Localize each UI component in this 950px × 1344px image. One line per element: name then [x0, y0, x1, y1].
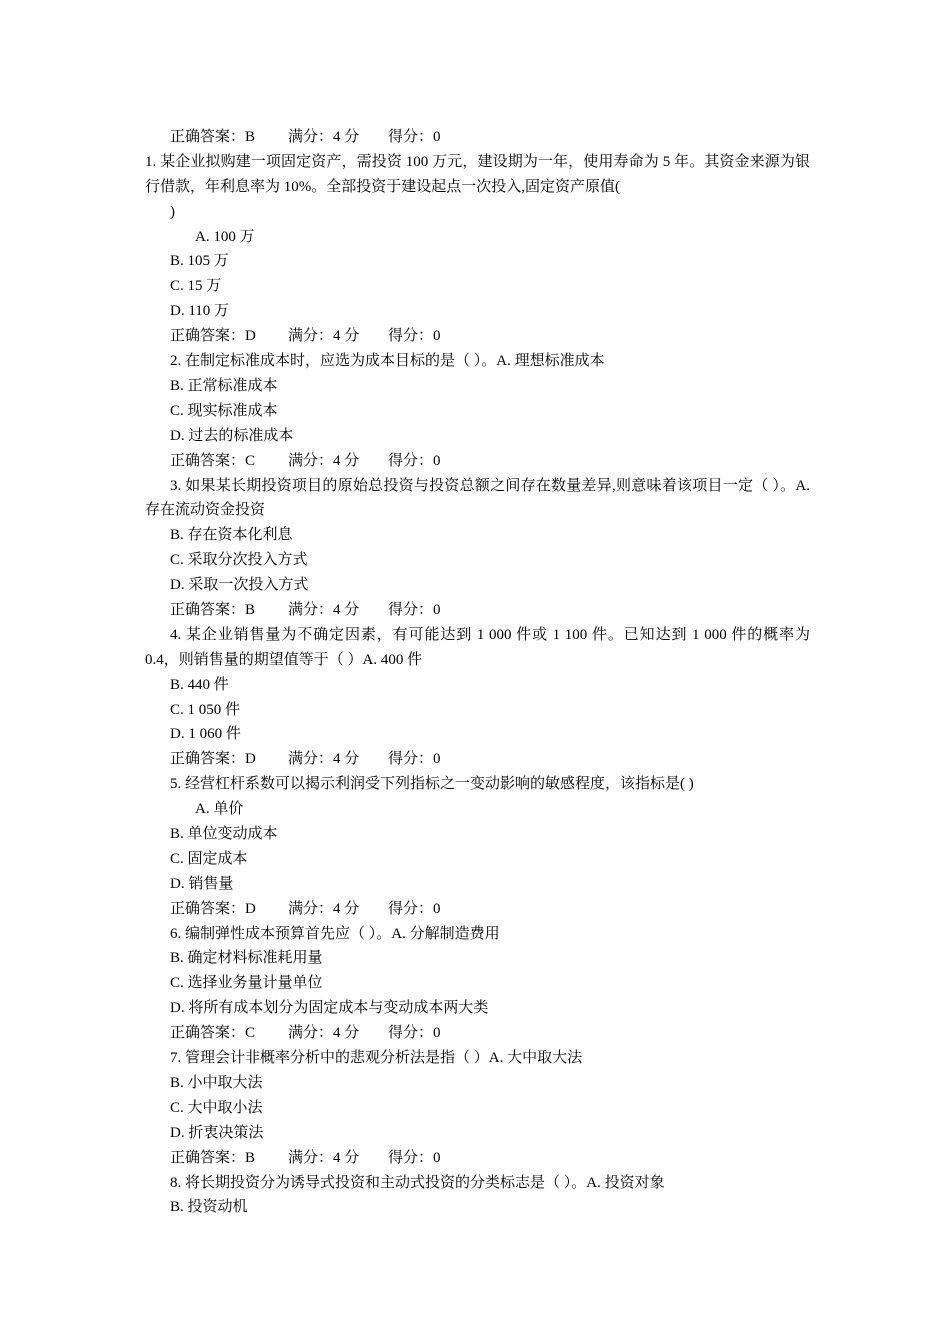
answer-line	[145, 598, 810, 623]
full-score: 满分：4 分	[288, 1025, 360, 1042]
option-text: B. 小中取大法	[170, 1074, 263, 1091]
correct-answer: 正确答案：B	[170, 129, 256, 145]
option-text: C. 1 050 件	[170, 701, 241, 718]
option-text: B. 正常标准成本	[170, 377, 278, 394]
option-text: C. 固定成本	[170, 850, 248, 867]
option-text: C. 选择业务量计量单位	[170, 975, 323, 992]
correct-answer: 正确答案：D	[170, 328, 256, 345]
question-text: 5. 经营杠杆系数可以揭示利润受下列指标之一变动影响的敏感程度，该指标是( )	[170, 776, 694, 793]
obtained-score: 得分：0	[388, 900, 441, 917]
option-text: B. 确定材料标准耗用量	[170, 950, 323, 967]
full-score: 满分：4 分	[288, 751, 360, 768]
option-text: D. 采取一次投入方式	[170, 577, 309, 594]
correct-answer: 正确答案：D	[170, 751, 256, 768]
option-text: D. 1 060 件	[170, 726, 241, 743]
option-text: C. 采取分次投入方式	[170, 552, 308, 569]
question-text: 1. 某企业拟购建一项固定资产，需投资 100 万元，建设期为一年，使用寿命为 5 年。其资金来源为银行借款，年利息率为 10%。全部投资于建设起点一次投入,固定资产原值(	[145, 153, 810, 195]
obtained-score: 得分：0	[388, 601, 441, 618]
question-text: 4. 某企业销售量为不确定因素，有可能达到 1 000 件或 1 100 件。已知达到 1 000 件的概率为 0.4，则销售量的期望值等于（ ）A. 400 件	[145, 626, 810, 668]
full-score: 满分：4 分	[288, 900, 360, 917]
full-score: 满分：4 分	[288, 601, 360, 618]
option-text: B. 105 万	[170, 253, 229, 270]
option-text: B. 单位变动成本	[170, 826, 278, 843]
question-text: 3. 如果某长期投资项目的原始总投资与投资总额之间存在数量差异,则意味着该项目一定（ ）。A. 存在流动资金投资	[145, 477, 810, 519]
correct-answer: 正确答案：C	[170, 452, 256, 469]
full-score: 满分：4 分	[288, 129, 360, 145]
question-text: 8. 将长期投资分为诱导式投资和主动式投资的分类标志是（ ）。A. 投资对象	[170, 1174, 665, 1191]
obtained-score: 得分：0	[388, 328, 441, 345]
answer-line	[145, 897, 810, 922]
document-body	[145, 125, 810, 1220]
answer-line	[145, 324, 810, 349]
question-text: 2. 在制定标准成本时，应选为成本目标的是（ ）。A. 理想标准成本	[170, 353, 605, 370]
correct-answer: 正确答案：B	[170, 1149, 256, 1166]
obtained-score: 得分：0	[388, 1149, 441, 1166]
answer-line	[145, 747, 810, 772]
option-text: B. 存在资本化利息	[170, 527, 293, 544]
full-score: 满分：4 分	[288, 1149, 360, 1166]
answer-line	[145, 1021, 810, 1046]
option-text: A. 100 万	[195, 228, 255, 245]
option-text: B. 440 件	[170, 676, 229, 693]
option-text: C. 现实标准成本	[170, 402, 278, 419]
answer-line	[145, 1146, 810, 1171]
answer-line	[145, 125, 810, 150]
full-score: 满分：4 分	[288, 328, 360, 345]
question-text: 6. 编制弹性成本预算首先应（ ）。A. 分解制造费用	[170, 925, 500, 942]
obtained-score: 得分：0	[388, 1025, 441, 1042]
option-text: C. 大中取小法	[170, 1099, 263, 1116]
full-score: 满分：4 分	[288, 452, 360, 469]
question-text: 7. 管理会计非概率分析中的悲观分析法是指（ ）A. 大中取大法	[170, 1050, 583, 1067]
option-text: D. 将所有成本划分为固定成本与变动成本两大类	[170, 1000, 489, 1017]
option-text: A. 单价	[195, 801, 244, 818]
obtained-score: 得分：0	[388, 751, 441, 768]
obtained-score: 得分：0	[388, 129, 441, 145]
option-text: B. 投资动机	[170, 1199, 248, 1216]
correct-answer: 正确答案：D	[170, 900, 256, 917]
correct-answer: 正确答案：C	[170, 1025, 256, 1042]
text-line: )	[170, 203, 175, 220]
option-text: D. 折衷决策法	[170, 1124, 264, 1141]
option-text: D. 销售量	[170, 875, 234, 892]
correct-answer: 正确答案：B	[170, 601, 256, 618]
obtained-score: 得分：0	[388, 452, 441, 469]
answer-line	[145, 449, 810, 474]
option-text: C. 15 万	[170, 278, 222, 295]
option-text: D. 过去的标准成本	[170, 427, 294, 444]
option-text: D. 110 万	[170, 303, 230, 320]
